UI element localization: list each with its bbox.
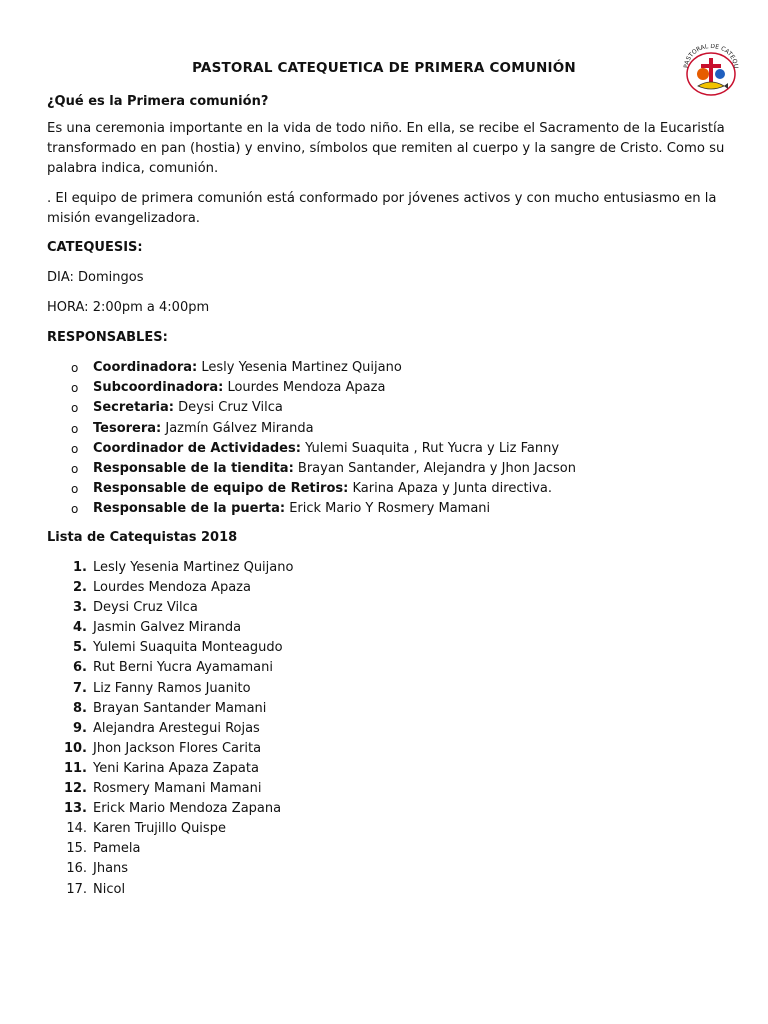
list-item (47, 719, 293, 739)
role-label: Secretaria: (93, 400, 174, 416)
list-item (47, 799, 293, 819)
item-name: Rosmery Mamani Mamani (93, 781, 262, 797)
list-item (47, 759, 293, 779)
role-name: Karina Apaza y Junta directiva. (348, 481, 552, 497)
item-number: 8. (73, 700, 87, 716)
item-name: Lesly Yesenia Martinez Quijano (93, 560, 294, 575)
list-item (47, 358, 576, 378)
list-item (47, 499, 576, 519)
list-item (47, 839, 293, 859)
item-number: 15. (66, 841, 87, 857)
role-name: Lourdes Mendoza Apaza (223, 380, 386, 396)
item-name: Jhans (93, 861, 129, 877)
item-name: Karen Trujillo Quispe (93, 821, 226, 837)
item-number: 9. (73, 720, 87, 736)
item-number: 13. (63, 801, 87, 817)
list-item (47, 578, 293, 598)
item-number: 1. (73, 560, 87, 575)
role-name: Jazmín Gálvez Miranda (161, 420, 314, 436)
role-name: Deysi Cruz Vilca (173, 400, 283, 416)
list-item (47, 699, 293, 719)
list-item (47, 598, 293, 618)
bullet-marker: o (71, 401, 79, 416)
item-name: Yulemi Suaquita Monteagudo (93, 640, 283, 656)
role-label: Responsable de la puerta: (93, 501, 286, 517)
bullet-marker: o (71, 482, 79, 497)
item-number: 4. (73, 620, 87, 636)
list-item (47, 880, 293, 900)
list-item (47, 779, 293, 799)
bullet-marker: o (71, 421, 79, 436)
item-name: Pamela (93, 841, 141, 857)
item-name: Nicol (93, 881, 126, 897)
item-name: Erick Mario Mendoza Zapana (93, 801, 282, 817)
bullet-marker: o (71, 381, 79, 396)
item-number: 10. (63, 740, 87, 756)
list-item (47, 859, 293, 879)
item-number: 3. (73, 600, 87, 616)
item-number: 5. (73, 640, 87, 656)
item-name: Lourdes Mendoza Apaza (93, 580, 251, 596)
catequistas-list (47, 558, 293, 900)
list-item (47, 739, 293, 759)
role-label: Responsable de equipo de Retiros: (93, 481, 349, 497)
list-item (47, 459, 576, 479)
role-name: Lesly Yesenia Martinez Quijano (197, 360, 402, 375)
item-name: Alejandra Arestegui Rojas (93, 720, 260, 736)
list-item (47, 558, 293, 578)
list-item (47, 638, 293, 658)
role-label: Coordinadora: (93, 360, 198, 375)
bullet-marker: o (71, 461, 79, 476)
list-item (47, 439, 576, 459)
item-number: 7. (73, 680, 87, 696)
item-number: 6. (73, 660, 87, 676)
list-item (47, 679, 293, 699)
intro-paragraph-2: . El equipo de primera comunión está conformado por jóvenes activos y con mucho entusiasmo en la misión evangelizadora. (47, 191, 717, 226)
item-name: Jasmin Galvez Miranda (93, 620, 242, 636)
role-label: Tesorera: (93, 420, 162, 436)
list-item (47, 378, 576, 398)
list-item (47, 618, 293, 638)
role-label: Subcoordinadora: (93, 380, 224, 396)
role-label: Responsable de la tiendita: (93, 460, 294, 476)
item-name: Brayan Santander Mamani (93, 700, 267, 716)
item-name: Yeni Karina Apaza Zapata (93, 760, 259, 776)
item-number: 16. (66, 861, 87, 877)
list-item (47, 819, 293, 839)
role-name: Erick Mario Y Rosmery Mamani (285, 501, 491, 517)
item-name: Deysi Cruz Vilca (93, 600, 198, 616)
catequesis-heading: CATEQUESIS: (47, 240, 143, 255)
intro-paragraph-1: Es una ceremonia importante en la vida de todo niño. En ella, se recibe el Sacramento de la Eucaristía transformado en pan (hostia) y envino, símbolos que remiten al cuerpo y la sangre de Cristo. Como su palabra indica, comunión. (47, 121, 725, 176)
item-number: 14. (66, 821, 87, 837)
bullet-marker: o (71, 361, 79, 375)
page-title: PASTORAL CATEQUETICA DE PRIMERA COMUNIÓN (192, 60, 576, 76)
item-number: 17. (66, 881, 87, 897)
logo-text: PASTORAL DE CATEQU (682, 44, 740, 69)
item-number: 12. (63, 781, 87, 797)
item-name: Liz Fanny Ramos Juanito (93, 680, 251, 696)
list-item (47, 479, 576, 499)
item-number: 2. (73, 580, 87, 596)
bullet-marker: o (71, 502, 79, 517)
list-item (47, 419, 576, 439)
schedule-day: DIA: Domingos (47, 270, 144, 285)
role-name: Brayan Santander, Alejandra y Jhon Jacson (293, 460, 576, 476)
intro-question: ¿Qué es la Primera comunión? (47, 94, 269, 109)
bullet-marker: o (71, 441, 79, 456)
catequistas-heading: Lista de Catequistas 2018 (47, 530, 238, 545)
list-item (47, 398, 576, 418)
role-label: Coordinador de Actividades: (93, 440, 301, 456)
item-name: Rut Berni Yucra Ayamamani (93, 660, 273, 676)
responsables-heading: RESPONSABLES: (47, 330, 168, 345)
list-item (47, 658, 293, 678)
responsables-list (47, 358, 576, 520)
item-name: Jhon Jackson Flores Carita (93, 740, 262, 756)
role-name: Yulemi Suaquita , Rut Yucra y Liz Fanny (300, 440, 560, 456)
item-number: 11. (63, 760, 87, 776)
schedule-time: HORA: 2:00pm a 4:00pm (47, 300, 210, 315)
